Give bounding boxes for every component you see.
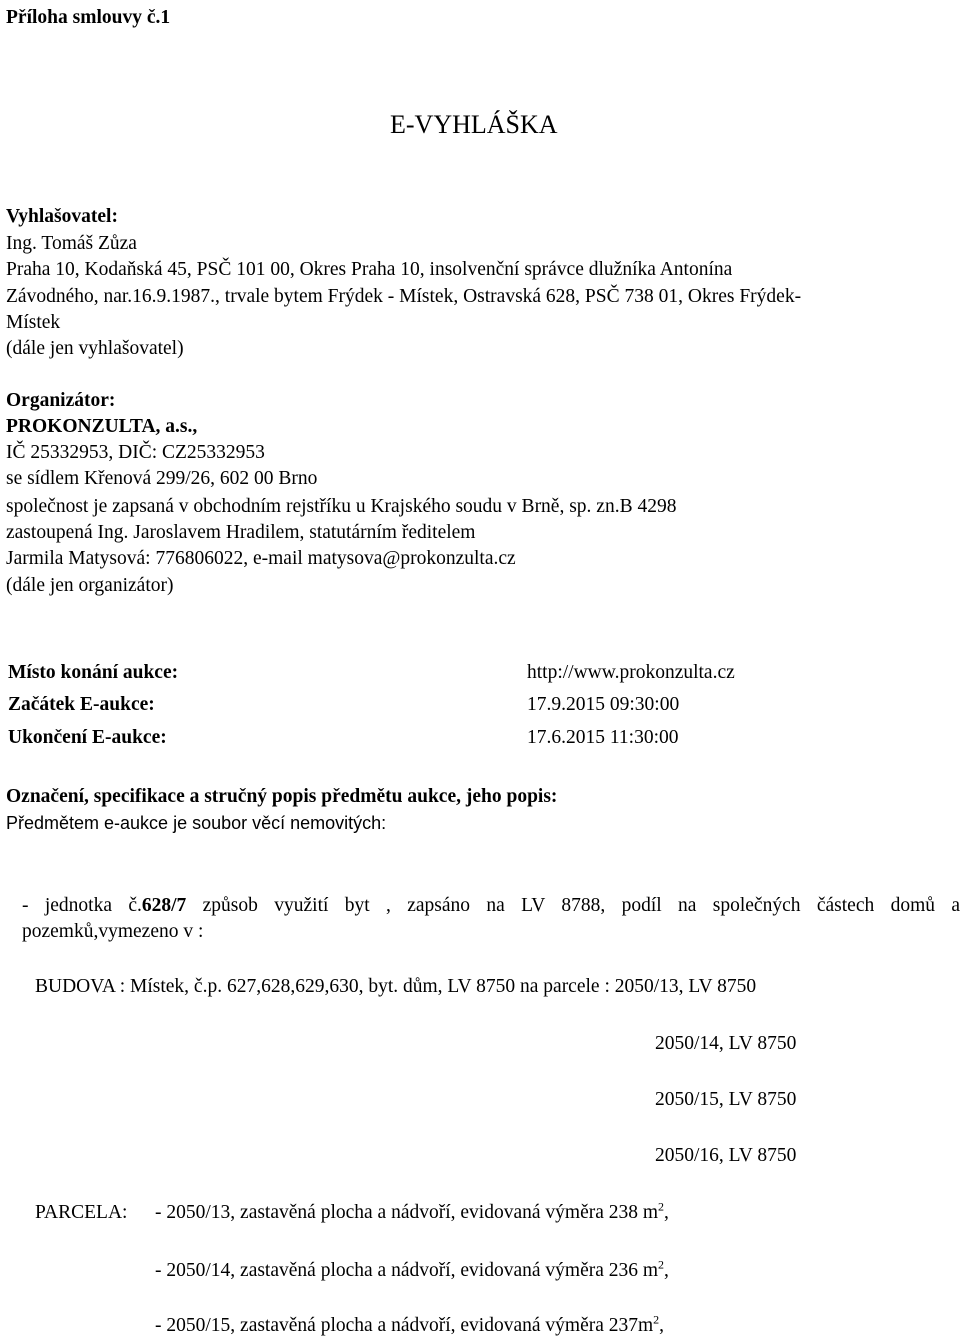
attachment-label: Příloha smlouvy č.1 [6, 7, 171, 28]
building-parcel: 2050/15, LV 8750 [655, 1089, 797, 1110]
subject-intro: Předmětem e-aukce je soubor věcí nemovitých: [6, 813, 387, 833]
auction-end-value: 17.6.2015 11:30:00 [527, 727, 679, 748]
auction-start-value: 17.9.2015 09:30:00 [527, 694, 680, 715]
announcer-line: (dále jen vyhlašovatel) [6, 338, 184, 359]
parcel-item: - 2050/15, zastavěná plocha a nádvoří, evidovaná výměra $237m^2$, [155, 1312, 665, 1336]
parcel-item: - 2050/14, zastavěná plocha a nádvoří, evidovaná výměra 236 $m^2$, [155, 1257, 669, 1281]
unit-prefix: - jednotka č. [22, 895, 142, 916]
organizer-name: PROKONZULTA, a.s., [6, 416, 198, 437]
building-description: BUDOVA : Místek, č.p. 627,628,629,630, byt. dům, LV 8750 na parcele : 2050/13, LV 8750 [35, 976, 757, 997]
organizer-line: zastoupená Ing. Jaroslavem Hradilem, statutárním ředitelem [6, 522, 476, 543]
unit-description-line2: pozemků,vymezeno v : [22, 921, 204, 942]
announcer-heading: Vyhlašovatel: [6, 206, 118, 227]
unit-number: 628/7 [141, 895, 187, 916]
parcel-item: - 2050/13, zastavěná plocha a nádvoří, evidovaná výměra 238 $m^2$, [155, 1199, 669, 1223]
organizer-line: (dále jen organizátor) [6, 575, 174, 596]
announcer-line: Závodného, nar.16.9.1987., trvale bytem Frýdek - Místek, Ostravská 628, PSČ 738 01, Okres Frýdek- [6, 286, 802, 307]
organizer-line: se sídlem Křenová 299/26, 602 00 Brno [6, 468, 318, 489]
announcer-line: Místek [6, 312, 61, 333]
organizer-line: společnost je zapsaná v obchodním rejstříku u Krajského soudu v Brně, sp. zn.B 4298 [6, 496, 677, 517]
organizer-heading: Organizátor: [6, 390, 116, 411]
document-title: E-VYHLÁŠKA [390, 110, 558, 139]
organizer-line: Jarmila Matysová: 776806022, e-mail matysova@prokonzulta.cz [6, 548, 516, 569]
auction-place-value: http://www.prokonzulta.cz [527, 662, 735, 683]
auction-end-label: Ukončení E-aukce: [8, 727, 167, 748]
auction-place-label: Místo konání aukce: [8, 662, 179, 683]
unit-description [22, 894, 960, 918]
organizer-line: IČ 25332953, DIČ: CZ25332953 [6, 442, 265, 463]
building-parcel: 2050/14, LV 8750 [655, 1033, 797, 1054]
announcer-line: Praha 10, Kodaňská 45, PSČ 101 00, Okres Praha 10, insolvenční správce dlužníka Antonína [6, 259, 733, 280]
building-parcel: 2050/16, LV 8750 [655, 1145, 797, 1166]
subject-heading: Označení, specifikace a stručný popis předmětu aukce, jeho popis: [6, 786, 558, 807]
unit-rest: způsob využití byt , zapsáno na LV 8788, podíl na společných částech domů a [186, 895, 960, 916]
announcer-line: Ing. Tomáš Zůza [6, 233, 137, 254]
parcel-label: PARCELA: [35, 1202, 128, 1223]
auction-start-label: Začátek E-aukce: [8, 694, 155, 715]
